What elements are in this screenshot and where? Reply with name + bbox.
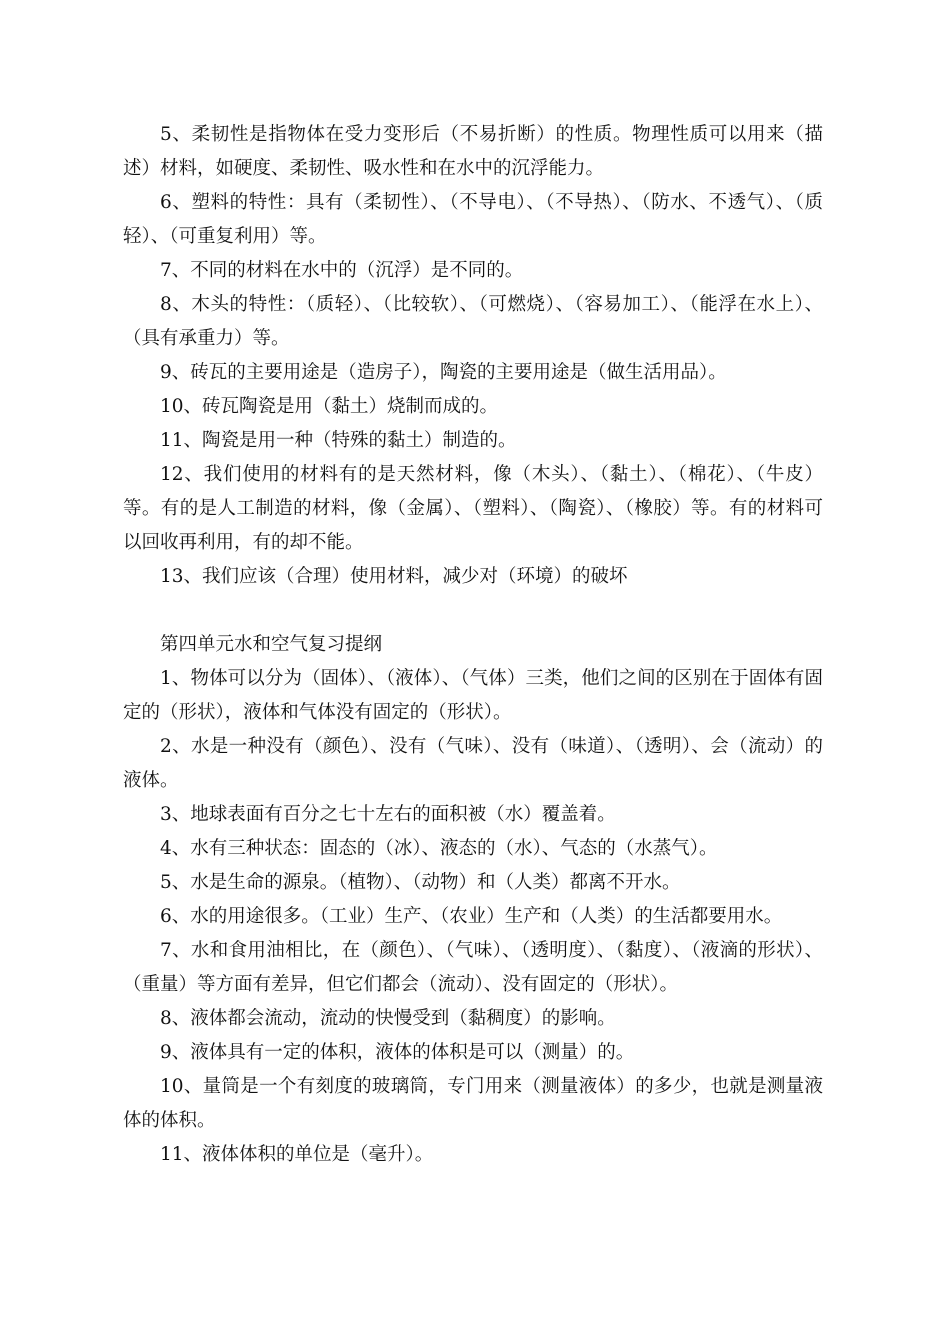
water-paragraph-8: 8、液体都会流动，流动的快慢受到（黏稠度）的影响。: [160, 1008, 616, 1029]
water-paragraph-11: 11、液体体积的单位是（毫升）。: [160, 1144, 434, 1165]
water-paragraph-1: 1、物体可以分为（固体）、（液体）、（气体）三类，他们之间的区别在于固体有固定的（形状），液体和气体没有固定的（形状）。: [123, 668, 823, 723]
water-paragraph-4: 4、水有三种状态：固态的（冰）、液态的（水）、气态的（水蒸气）。: [160, 838, 718, 859]
water-paragraph-2: 2、水是一种没有（颜色）、没有（气味）、没有（味道）、（透明）、会（流动）的液体。: [123, 736, 823, 791]
water-paragraph-10: 10、量筒是一个有刻度的玻璃筒，专门用来（测量液体）的多少，也就是测量液体的体积。: [123, 1076, 823, 1131]
section-title: 第四单元水和空气复习提纲: [160, 634, 383, 655]
paragraph-11: 11、陶瓷是用一种（特殊的黏土）制造的。: [160, 430, 517, 451]
paragraph-13: 13、我们应该（合理）使用材料，减少对（环境）的破坏: [160, 566, 628, 587]
water-paragraph-9: 9、液体具有一定的体积，液体的体积是可以（测量）的。: [160, 1042, 635, 1063]
water-paragraph-3: 3、地球表面有百分之七十左右的面积被（水）覆盖着。: [160, 804, 616, 825]
paragraph-12: 12、我们使用的材料有的是天然材料，像（木头）、（黏土）、（棉花）、（牛皮）等。有的是人工制造的材料，像（金属）、（塑料）、（陶瓷）、（橡胶）等。有的材料可以回收再利用，有的却不能。: [123, 464, 823, 553]
water-paragraph-7: 7、水和食用油相比，在（颜色）、（气味）、（透明度）、（黏度）、（液滴的形状）、（重量）等方面有差异，但它们都会（流动）、没有固定的（形状）。: [123, 940, 823, 995]
document-page: [123, 118, 823, 1172]
paragraph-9: 9、砖瓦的主要用途是（造房子），陶瓷的主要用途是（做生活用品）。: [160, 362, 727, 383]
water-paragraph-6: 6、水的用途很多。（工业）生产、（农业）生产和（人类）的生活都要用水。: [160, 906, 783, 927]
paragraph-6: 6、塑料的特性：具有（柔韧性）、（不导电）、（不导热）、（防水、不透气）、（质轻）、（可重复利用）等。: [123, 192, 823, 247]
water-paragraph-5: 5、水是生命的源泉。（植物）、（动物）和（人类）都离不开水。: [160, 872, 681, 893]
paragraph-7: 7、不同的材料在水中的（沉浮）是不同的。: [160, 260, 524, 281]
paragraph-10: 10、砖瓦陶瓷是用（黏土）烧制而成的。: [160, 396, 499, 417]
paragraph-8: 8、木头的特性：（质轻）、（比较软）、（可燃烧）、（容易加工）、（能浮在水上）、（具有承重力）等。: [123, 294, 823, 349]
paragraph-5: 5、柔韧性是指物体在受力变形后（不易折断）的性质。物理性质可以用来（描述）材料，如硬度、柔韧性、吸水性和在水中的沉浮能力。: [123, 124, 823, 179]
